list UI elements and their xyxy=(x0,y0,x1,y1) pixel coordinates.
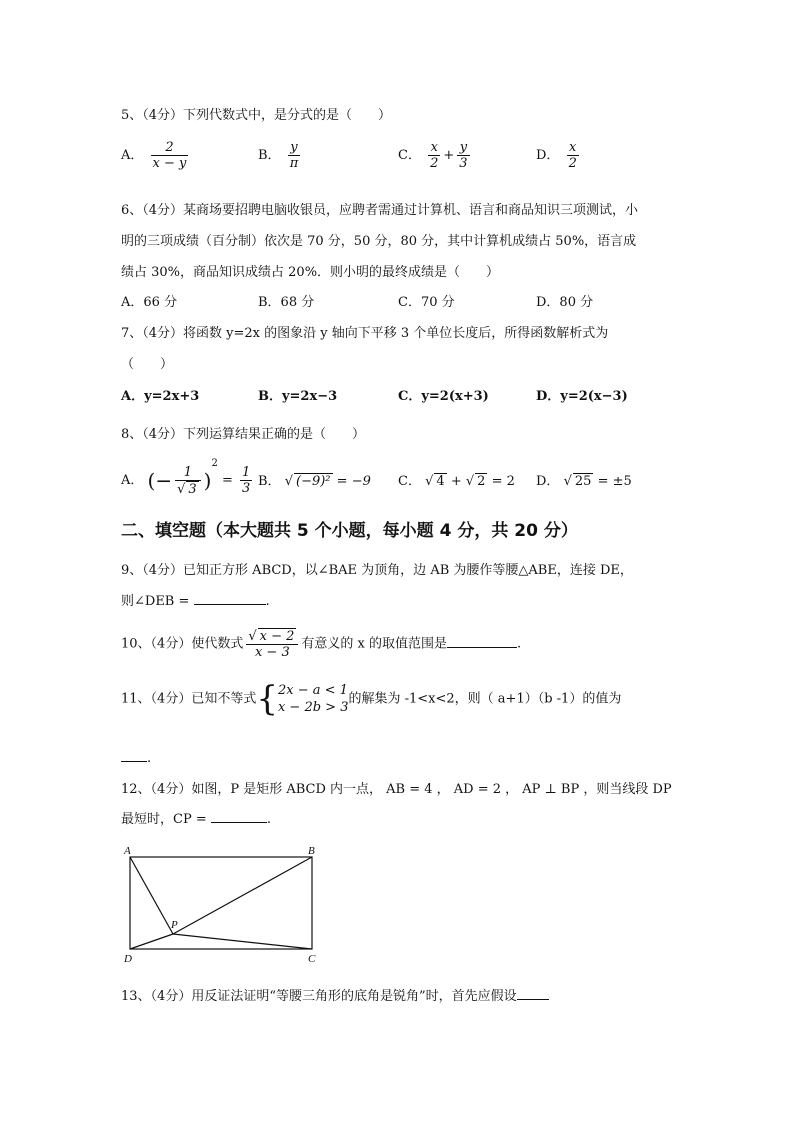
q8-option-c: C． √ 4 + √ 2 = 2 xyxy=(398,474,515,489)
q10: 10、（4分）使代数式 $\frac{√ x - 2}{x - 3}$ 有意义的 x 的取值范围是 . xyxy=(121,629,522,660)
q5-option-d: D． $\frac{x}{2}$ xyxy=(536,140,577,171)
q11-answer-line: . xyxy=(121,749,151,766)
inequality-system: 2x − a < 1 x − 2b > 3 xyxy=(277,683,349,715)
answer-blank[interactable] xyxy=(194,592,266,605)
q5-stem: 5、（4分）下列代数式中，是分式的是（ ） xyxy=(121,108,392,123)
answer-blank[interactable] xyxy=(121,749,147,762)
fraction: $\frac{x}{2}$ xyxy=(430,140,439,171)
q5-option-b: B． $\frac{y}{\pi}$ xyxy=(258,140,299,171)
q7-option-a: A．y=2x+3 xyxy=(121,389,200,404)
q6-line-3: 绩占 30%，商品知识成绩占 20%．则小明的最终成绩是（ ） xyxy=(121,265,500,280)
answer-blank[interactable] xyxy=(447,635,517,648)
q6-option-a: A．66 分 xyxy=(121,295,178,310)
q7-line-1: 7、（4分）将函数 y=2x 的图象沿 y 轴向下平移 3 个单位长度后，所得函数解析式为 xyxy=(121,326,609,341)
q9-line-2: 则∠DEB = . xyxy=(121,594,270,609)
q6-option-b: B．68 分 xyxy=(258,295,315,310)
q5-option-a: A． $\frac{2}{x - y}$ xyxy=(121,140,187,171)
fraction: $\frac{y}{3}$ xyxy=(459,140,468,171)
q6-option-c: C．70 分 xyxy=(398,295,455,310)
sqrt-sign: √ xyxy=(177,481,186,497)
segment-bp xyxy=(173,857,312,934)
rectangle-figure xyxy=(118,840,328,970)
sqrt-sign: √ xyxy=(563,474,572,489)
answer-blank[interactable] xyxy=(517,987,549,1000)
q12-line-1: 12、（4分）如图，P 是矩形 ABCD 内一点， AB = 4 ， AD = 2 ， AP ⊥ BP ，则当线段 DP xyxy=(121,782,672,797)
segment-ap xyxy=(130,857,173,934)
q9-line-1: 9、（4分）已知正方形 ABCD，以∠BAE 为顶角，边 AB 为腰作等腰△ABE，连接 DE， xyxy=(121,563,633,578)
fraction: $\frac{1}{√ 3}$ xyxy=(175,465,201,497)
q8-stem: 8、（4分）下列运算结果正确的是（ ） xyxy=(121,427,366,442)
fraction: $\frac{√ x - 2}{x - 3}$ xyxy=(246,628,298,660)
q7-option-c: C．y=2(x+3) xyxy=(398,389,489,404)
q6-option-d: D．80 分 xyxy=(536,295,594,310)
rectangle-abcd xyxy=(130,857,312,949)
sqrt-sign: √ xyxy=(465,474,475,489)
q12-line-2: 最短时，CP = . xyxy=(121,812,271,827)
q5-option-c: C． $\frac{x}{2}$ + $\frac{y}{3}$ xyxy=(398,140,468,171)
q7-option-b: B．y=2x−3 xyxy=(258,389,338,404)
fraction: $\frac{1}{3}$ xyxy=(242,465,251,496)
q6-line-2: 明的三项成绩（百分制）依次是 70 分，50 分，80 分，其中计算机成绩占 50%，语言成 xyxy=(121,234,637,249)
label-b: B xyxy=(308,845,315,857)
sqrt-sign: √ xyxy=(425,474,434,489)
section-heading: 二、填空题（本大题共 5 个小题，每小题 4 分，共 20 分） xyxy=(121,521,578,541)
sqrt-sign: √ xyxy=(284,474,293,489)
fraction: $\frac{2}{x - y}$ xyxy=(152,140,187,171)
label-c: C xyxy=(308,953,316,965)
label-a: A xyxy=(124,845,131,857)
brace: { xyxy=(256,679,278,719)
q6-line-1: 6、（4分）某商场要招聘电脑收银员，应聘者需通过计算机、语言和商品知识三项测试，小 xyxy=(121,203,639,218)
q7-line-2: （ ） xyxy=(121,357,174,372)
label-d: D xyxy=(124,953,132,965)
label-p: P xyxy=(171,919,178,931)
answer-blank[interactable] xyxy=(211,810,267,823)
q7-option-d: D．y=2(x−3) xyxy=(536,389,628,404)
segment-dp xyxy=(130,934,173,949)
q11: 11、（4分）已知不等式{ 2x − a < 1 x − 2b > 3 的解集为 -1<x<2，则（ a+1）（b -1）的值为 xyxy=(121,679,622,719)
q8-option-b: B． √ (−9)² = −9 xyxy=(258,474,371,489)
q8-option-d: D． √ 25 = ±5 xyxy=(536,474,632,489)
sqrt-sign: √ xyxy=(248,629,257,644)
q8-option-a: A． (− $\frac{1}{√ 3}$ )$^2$ = $\frac{1}{3}$ xyxy=(121,458,251,497)
fraction: $\frac{y}{\pi}$ xyxy=(289,140,299,171)
fraction: $\frac{x}{2}$ xyxy=(568,140,577,171)
segment-cp xyxy=(173,934,312,949)
q13: 13、（4分）用反证法证明“等腰三角形的底角是锐角”时，首先应假设 xyxy=(121,985,549,1004)
